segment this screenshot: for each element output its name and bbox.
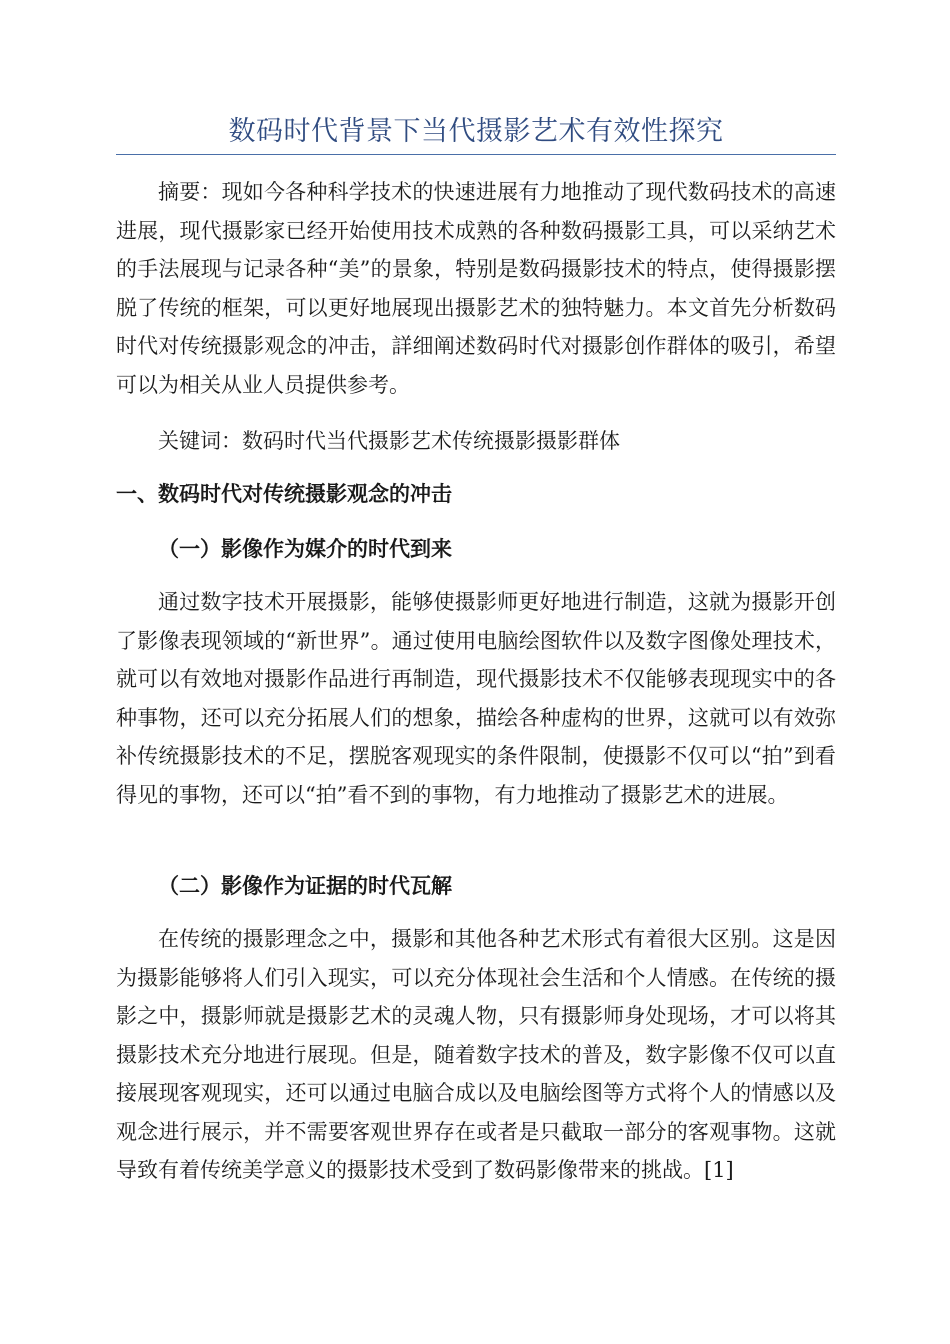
document-title: 数码时代背景下当代摄影艺术有效性探究: [228, 116, 724, 147]
body-paragraph-2: 在传统的摄影理念之中，摄影和其他各种艺术形式有着很大区别。这是因为摄影能够将人们引入现实，可以充分体现社会生活和个人情感。在传统的摄影之中，摄影师就是摄影艺术的灵魂人物，只有摄影师身处现场，才可以将其摄影技术充分地进行展现。但是，随着数字技术的普及，数字影像不仅可以直接展现客观现实，还可以通过电脑合成以及电脑绘图等方式将个人的情感以及观念进行展示，并不需要客观世界存在或者是只截取一部分的客观事物。这就导致有着传统美学意义的摄影技术受到了数码影像带来的挑战。[1]: [116, 927, 836, 1182]
body-paragraph-1: 通过数字技术开展摄影，能够使摄影师更好地进行制造，这就为摄影开创了影像表现领域的“新世界”。通过使用电脑绘图软件以及数字图像处理技术，就可以有效地对摄影作品进行再制造，现代摄影技术不仅能够表现现实中的各种事物，还可以充分拓展人们的想象，描绘各种虚构的世界，这就可以有效弥补传统摄影技术的不足，摆脱客观现实的条件限制，使摄影不仅可以“拍”到看得见的事物，还可以“拍”看不到的事物，有力地推动了摄影艺术的进展。: [116, 590, 836, 807]
section-heading: 一、数码时代对传统摄影观念的冲击: [116, 482, 452, 506]
keywords-line: 关键词：数码时代当代摄影艺术传统摄影摄影群体: [158, 429, 620, 453]
abstract-paragraph: 摘要：现如今各种科学技术的快速进展有力地推动了现代数码技术的高速进展，现代摄影家已经开始使用技术成熟的各种数码摄影工具，可以采纳艺术的手法展现与记录各种“美”的景象，特别是数码摄影技术的特点，使得摄影摆脱了传统的框架，可以更好地展现出摄影艺术的独特魅力。本文首先分析数码时代对传统摄影观念的冲击，詳细阐述数码时代对摄影创作群体的吸引，希望可以为相关从业人员提供参考。: [116, 180, 836, 397]
title-underline: [116, 154, 836, 155]
subsection-heading-1: （一）影像作为媒介的时代到来: [158, 536, 452, 561]
subsection-heading-2: （二）影像作为证据的时代瓦解: [158, 873, 452, 898]
